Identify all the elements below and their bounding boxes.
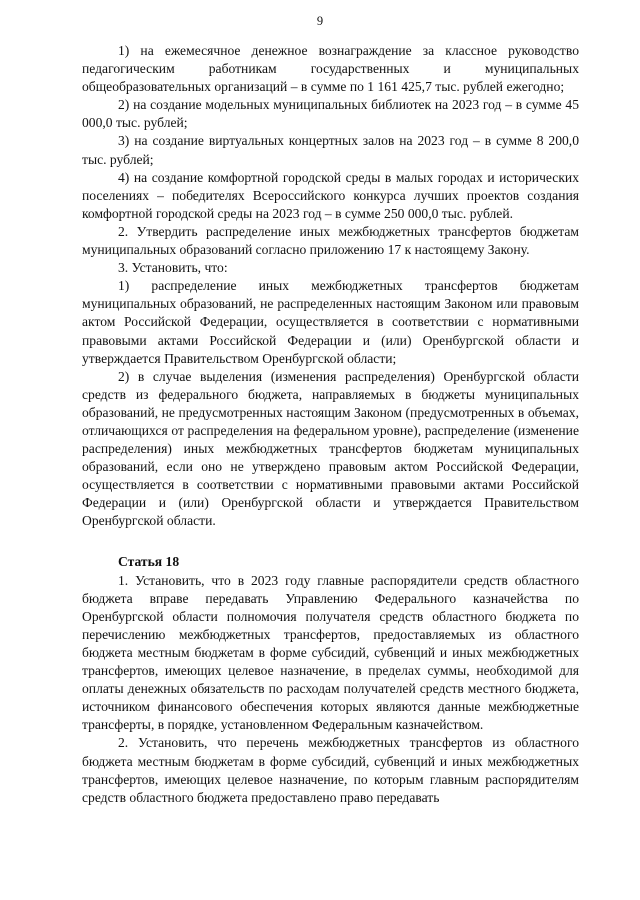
paragraph: 1) на ежемесячное денежное вознаграждение за классное руководство педагогическим работникам государственных и муниципальных общеобразовательных организаций – в сумме по 1 161 425,7 тыс. рублей ежегодно; xyxy=(82,43,579,95)
paragraph: 2. Установить, что перечень межбюджетных трансфертов из областного бюджета местным бюджетам в форме субсидий, субвенций и иных межбюджетных трансфертов, имеющих целевое назначение, по которым главным распорядителям средств областного бюджета предоставлено право передавать xyxy=(82,735,579,805)
paragraph: 2) в случае выделения (изменения распределения) Оренбургской области средств из федерального бюджета, направляемых в бюджеты муниципальных образований, не предусмотренных настоящим Законом (предусмотренных в объемах, отличающихся от распределения на федеральном уровне), распределение (изменение распределения) иных межбюджетных трансфертов бюджетам муниципальных образований, если оно не утверждено правовым актом Российской Федерации, осуществляется в соответствии с нормативными правовыми актами Российской Федерации и (или) Оренбургской области и утверждается Правительством Оренбургской области. xyxy=(82,368,579,529)
paragraph: 1) распределение иных межбюджетных трансфертов бюджетам муниципальных образований, не распределенных настоящим Законом или правовым актом Российской Федерации, осуществляется в соответствии с нормативными правовыми актами Российской Федерации и (или) Оренбургской области и утверждается Правительством Оренбургской области; xyxy=(82,278,579,366)
paragraph: 3. Установить, что: xyxy=(118,260,228,276)
paragraph: 2) на создание модельных муниципальных библиотек на 2023 год – в сумме 45 000,0 тыс. рублей; xyxy=(82,97,579,131)
page-number: 9 xyxy=(316,14,324,28)
paragraph: 4) на создание комфортной городской среды в малых городах и исторических поселениях – победителях Всероссийского конкурса лучших проектов создания комфортной городской среды на 2023 год – в сумме 250 000,0 тыс. рублей. xyxy=(82,169,579,221)
article-heading: Статья 18 xyxy=(118,553,180,569)
paragraph: 1. Установить, что в 2023 году главные распорядители средств областного бюджета вправе передавать Управлению Федерального казначейства по Оренбургской области полномочия получателя средств областного бюджета по перечислению межбюджетных трансфертов, предоставляемых из областного бюджета местным бюджетам в форме субсидий, субвенций и иных межбюджетных трансфертов, имеющих целевое назначение, в пределах суммы, необходимой для оплаты денежных обязательств по расходам получателей средств местного бюджета, источником финансового обеспечения которых являются данные межбюджетные трансферты, в порядке, установленном Федеральным казначейством. xyxy=(82,572,579,733)
document-body xyxy=(82,42,579,807)
paragraph: 2. Утвердить распределение иных межбюджетных трансфертов бюджетам муниципальных образований согласно приложению 17 к настоящему Закону. xyxy=(82,223,579,258)
paragraph: 3) на создание виртуальных концертных залов на 2023 год – в сумме 8 200,0 тыс. рублей; xyxy=(82,133,579,167)
